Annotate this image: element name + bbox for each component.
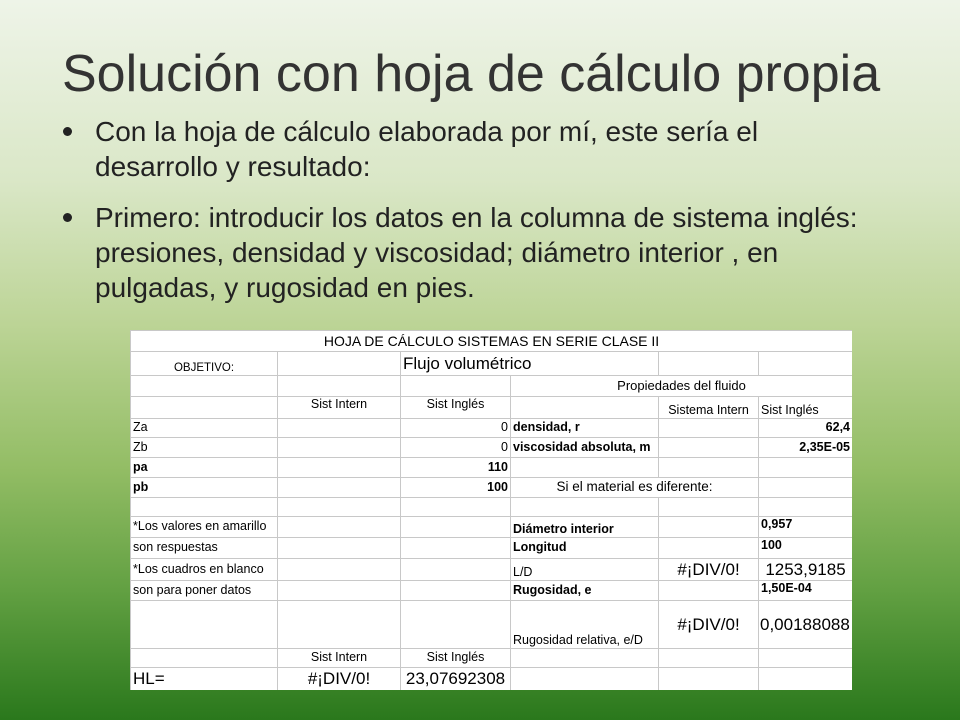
empty-cell — [759, 458, 853, 478]
empty-cell — [759, 352, 853, 376]
empty-cell — [659, 498, 759, 517]
fluid-property-value-ingles: 2,35E-05 — [759, 438, 853, 458]
empty-cell — [659, 419, 759, 438]
result-row — [131, 668, 853, 691]
pipe-value-intern: #¡DIV/0! — [659, 601, 759, 649]
pipe-row — [131, 517, 853, 538]
empty-cell — [759, 498, 853, 517]
empty-cell — [659, 668, 759, 691]
result-value-ingles: 23,07692308 — [401, 668, 511, 691]
empty-cell — [278, 498, 401, 517]
objective-row — [131, 352, 853, 376]
empty-cell — [659, 581, 759, 601]
input-label: Zb — [131, 438, 278, 458]
empty-cell — [278, 601, 401, 649]
empty-cell — [278, 478, 401, 498]
empty-cell — [659, 438, 759, 458]
empty-cell — [131, 397, 278, 419]
empty-cell — [659, 517, 759, 538]
pipe-value-ingles: 1,50E-04 — [759, 581, 853, 601]
empty-cell — [278, 559, 401, 581]
empty-cell — [278, 581, 401, 601]
pipe-value-ingles: 1253,9185 — [759, 559, 853, 581]
input-row — [131, 478, 853, 498]
empty-cell — [659, 458, 759, 478]
pipe-label: L/D — [511, 559, 659, 581]
input-row — [131, 438, 853, 458]
empty-cell — [131, 498, 278, 517]
empty-cell — [759, 668, 853, 691]
fluid-unit-header-intern: Sistema Intern — [659, 397, 759, 419]
input-row — [131, 419, 853, 438]
empty-cell — [131, 649, 278, 668]
pipe-label: Rugosidad, e — [511, 581, 659, 601]
pipe-label: Longitud — [511, 538, 659, 559]
bullet-text: Con la hoja de cálculo elaborada por mí, este sería el desarrollo y resultado: — [95, 116, 759, 182]
bullet-item — [62, 114, 877, 184]
pipe-row — [131, 538, 853, 559]
input-value-ingles: 0 — [401, 438, 511, 458]
empty-cell — [401, 581, 511, 601]
fluid-unit-header-ingles: Sist Inglés — [759, 397, 853, 419]
unit-header-intern: Sist Intern — [278, 397, 401, 419]
fluid-property-label: densidad, r — [511, 419, 659, 438]
objective-value: Flujo volumétrico — [401, 352, 659, 376]
bullet-icon — [63, 127, 72, 136]
sheet-title: HOJA DE CÁLCULO SISTEMAS EN SERIE CLASE II — [131, 331, 853, 352]
bullet-text: Primero: introducir los datos en la columna de sistema inglés: presiones, densidad y viscosidad; diámetro interior , en pulgadas, y rugosidad en pies. — [95, 202, 858, 303]
empty-cell — [659, 538, 759, 559]
objective-label: OBJETIVO: — [131, 352, 278, 376]
input-label: pb — [131, 478, 278, 498]
pipe-value-intern: #¡DIV/0! — [659, 559, 759, 581]
slide-title: Solución con hoja de cálculo propia — [62, 45, 881, 103]
fluid-property-value-ingles: 62,4 — [759, 419, 853, 438]
note-text: *Los cuadros en blanco — [131, 559, 278, 581]
fluid-properties-heading: Propiedades del fluido — [511, 376, 853, 397]
note-text: son para poner datos — [131, 581, 278, 601]
empty-cell — [278, 458, 401, 478]
input-label: Za — [131, 419, 278, 438]
empty-cell — [401, 498, 511, 517]
empty-cell — [278, 352, 401, 376]
empty-cell — [401, 538, 511, 559]
empty-cell — [401, 559, 511, 581]
unit-header-ingles: Sist Inglés — [401, 397, 511, 419]
pipe-row — [131, 581, 853, 601]
empty-cell — [278, 419, 401, 438]
note-text: *Los valores en amarillo — [131, 517, 278, 538]
blank-row — [131, 498, 853, 517]
empty-cell — [511, 458, 659, 478]
fluid-heading-row — [131, 376, 853, 397]
bullet-icon — [63, 213, 72, 222]
fluid-property-label: viscosidad absoluta, m — [511, 438, 659, 458]
pipe-label: Rugosidad relativa, e/D — [511, 601, 659, 649]
empty-cell — [278, 438, 401, 458]
empty-cell — [278, 376, 401, 397]
pipe-value-ingles: 100 — [759, 538, 853, 559]
bullet-item — [62, 200, 877, 305]
input-row — [131, 458, 853, 478]
pipe-row — [131, 559, 853, 581]
empty-cell — [759, 478, 853, 498]
empty-cell — [511, 668, 659, 691]
material-note: Si el material es diferente: — [511, 478, 759, 498]
empty-cell — [401, 376, 511, 397]
empty-cell — [278, 517, 401, 538]
unit-header-row — [131, 397, 853, 419]
empty-cell — [401, 601, 511, 649]
sheet-title-row — [131, 331, 853, 352]
pipe-row — [131, 601, 853, 649]
spreadsheet-table — [130, 330, 852, 690]
note-text: son respuestas — [131, 538, 278, 559]
result-value-intern: #¡DIV/0! — [278, 668, 401, 691]
result-header-intern: Sist Intern — [278, 649, 401, 668]
input-value-ingles: 110 — [401, 458, 511, 478]
empty-cell — [659, 649, 759, 668]
spreadsheet-image — [130, 330, 852, 690]
empty-cell — [278, 538, 401, 559]
empty-cell — [511, 498, 659, 517]
input-value-ingles: 0 — [401, 419, 511, 438]
empty-cell — [511, 649, 659, 668]
pipe-label: Diámetro interior — [511, 517, 659, 538]
empty-cell — [401, 517, 511, 538]
empty-cell — [511, 397, 659, 419]
empty-cell — [131, 376, 278, 397]
empty-cell — [659, 352, 759, 376]
empty-cell — [759, 649, 853, 668]
input-label: pa — [131, 458, 278, 478]
result-label: HL= — [131, 668, 278, 691]
result-header-row — [131, 649, 853, 668]
pipe-value-ingles: 0,957 — [759, 517, 853, 538]
bullet-list — [62, 114, 877, 321]
result-header-ingles: Sist Inglés — [401, 649, 511, 668]
pipe-value-ingles: 0,00188088 — [759, 601, 853, 649]
input-value-ingles: 100 — [401, 478, 511, 498]
empty-cell — [131, 601, 278, 649]
